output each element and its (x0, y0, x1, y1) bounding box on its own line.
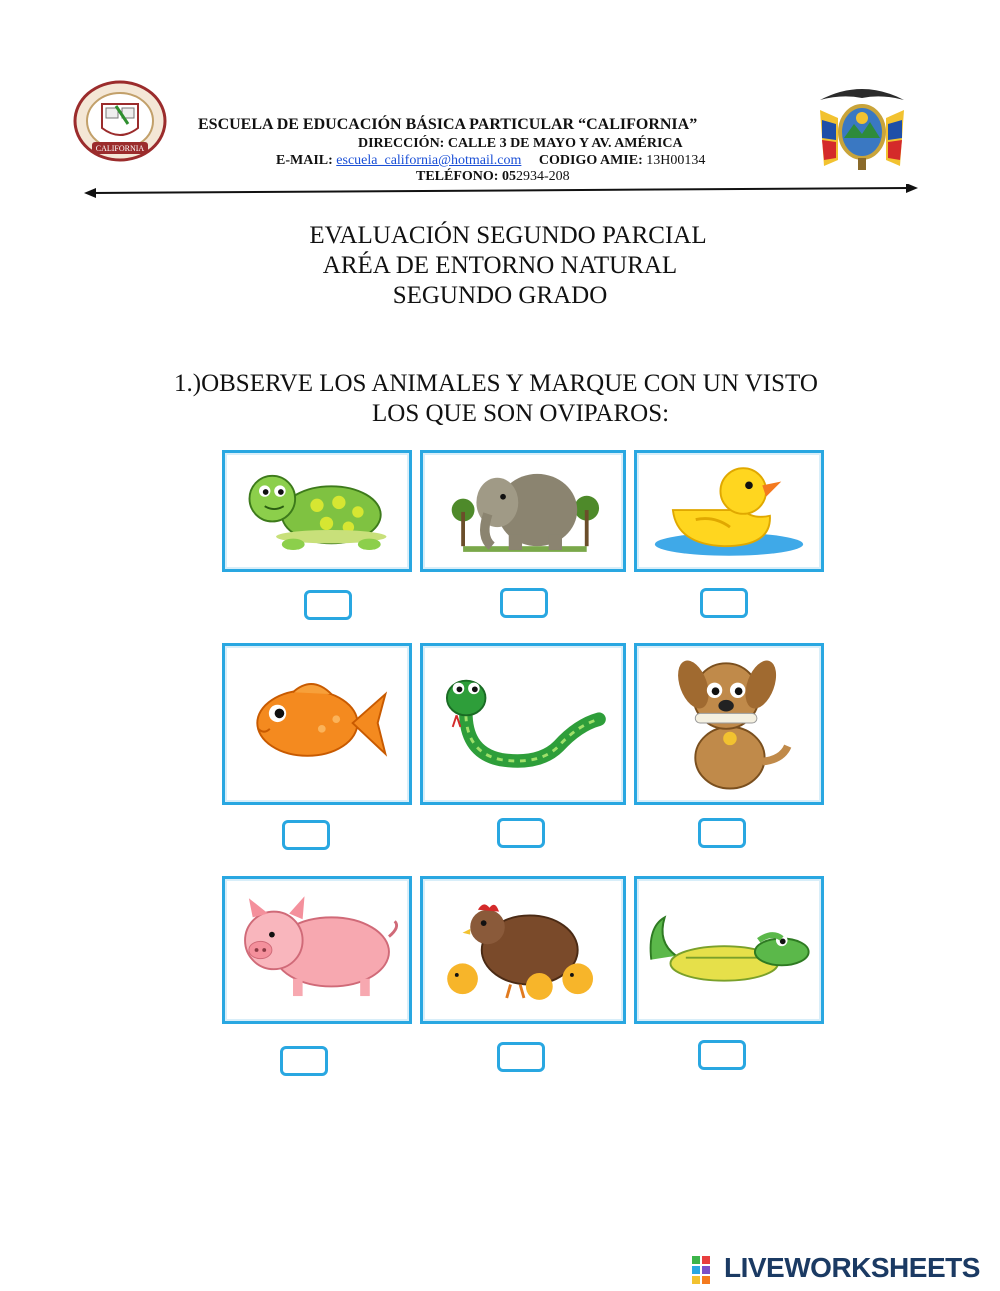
liveworksheets-label: LIVEWORKSHEETS (724, 1252, 980, 1283)
header-divider-arrow (84, 184, 918, 198)
dog-checkbox[interactable] (698, 818, 746, 848)
hen-chicks-card (420, 876, 626, 1024)
question-line-2: LOS QUE SON OVIPAROS: (372, 400, 670, 427)
elephant-card (420, 450, 626, 572)
snake-checkbox[interactable] (497, 818, 545, 848)
fish-image (225, 646, 409, 802)
exam-title: EVALUACIÓN SEGUNDO PARCIAL (309, 222, 707, 249)
turtle-checkbox[interactable] (304, 590, 352, 620)
duck-checkbox[interactable] (700, 588, 748, 618)
liveworksheets-logo-icon (692, 1256, 720, 1284)
elephant-checkbox[interactable] (500, 588, 548, 618)
phone-label: TELÉFONO: 05 (416, 169, 516, 184)
turtle-card (222, 450, 412, 572)
email-label: E-MAIL: (276, 153, 333, 168)
crocodile-image (637, 879, 821, 1021)
pig-card (222, 876, 412, 1024)
school-contact (276, 153, 705, 169)
school-phone (416, 169, 570, 185)
snake-card (420, 643, 626, 805)
liveworksheets-brand (692, 1250, 992, 1286)
pig-checkbox[interactable] (280, 1046, 328, 1076)
fish-checkbox[interactable] (282, 820, 330, 850)
pig-image (225, 879, 409, 1021)
turtle-image (225, 453, 409, 569)
email-link[interactable]: escuela_california@hotmail.com (336, 153, 522, 168)
ecuador-coat-of-arms (812, 80, 912, 172)
hen-chicks-checkbox[interactable] (497, 1042, 545, 1072)
crocodile-checkbox[interactable] (698, 1040, 746, 1070)
fish-card (222, 643, 412, 805)
crocodile-card (634, 876, 824, 1024)
phone-number: 2934-208 (515, 169, 570, 184)
school-seal-logo (72, 80, 168, 162)
svg-text:CALIFORNIA: CALIFORNIA (95, 144, 145, 153)
duck-image (637, 453, 821, 569)
school-address: DIRECCIÓN: CALLE 3 DE MAYO Y AV. AMÉRICA (358, 136, 683, 151)
subject-title: ARÉA DE ENTORNO NATURAL (322, 252, 678, 279)
duck-card (634, 450, 824, 572)
dog-card (634, 643, 824, 805)
amie-code: 13H00134 (646, 153, 706, 168)
snake-image (423, 646, 623, 802)
amie-label: CODIGO AMIE: (538, 153, 643, 168)
hen-chicks-image (423, 879, 623, 1021)
dog-image (637, 646, 821, 802)
elephant-image (423, 453, 623, 569)
grade-title: SEGUNDO GRADO (392, 282, 608, 309)
school-name: ESCUELA DE EDUCACIÓN BÁSICA PARTICULAR “CALIFORNIA” (198, 116, 698, 133)
question-line-1: 1.)OBSERVE LOS ANIMALES Y MARQUE CON UN VISTO (174, 370, 818, 397)
